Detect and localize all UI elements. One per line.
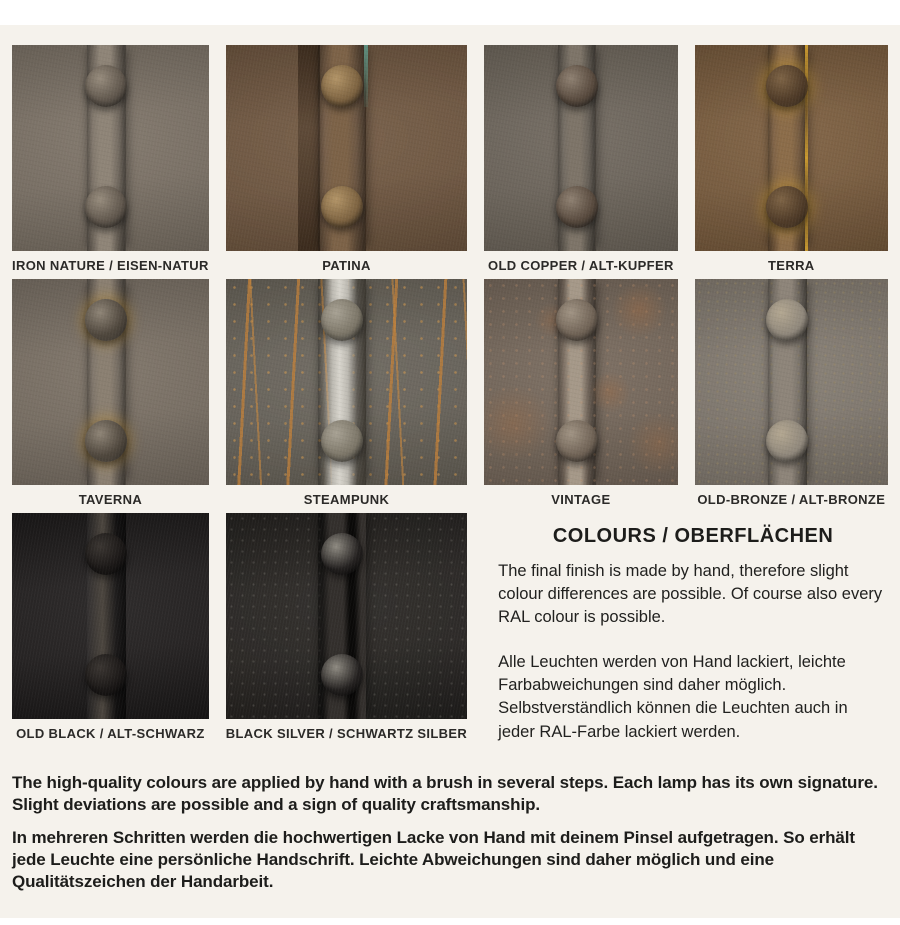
swatch-label: BLACK SILVER / SCHWARTZ SILBER [225, 725, 468, 741]
swatch-label: TAVERNA [78, 491, 143, 507]
swatch-cell-black-silver [226, 513, 467, 766]
rivet-icon [321, 299, 363, 341]
swatch-label: TERRA [768, 257, 815, 273]
swatch-vintage [484, 279, 677, 485]
rivet-icon [556, 186, 598, 228]
swatch-terra [695, 45, 888, 251]
swatch-label: OLD COPPER / ALT-KUPFER [488, 257, 674, 273]
swatch-cell-patina [226, 45, 467, 279]
swatch-steampunk [226, 279, 467, 485]
rivet-icon [321, 186, 363, 228]
swatch-label: OLD-BRONZE / ALT-BRONZE [697, 491, 886, 507]
swatch-iron-nature [12, 45, 209, 251]
swatch-cell-iron-nature [12, 45, 209, 279]
swatch-label: OLD BLACK / ALT-SCHWARZ [16, 725, 205, 741]
swatch-label: IRON NATURE / EISEN-NATUR [12, 257, 209, 273]
swatch-cell-steampunk [226, 279, 467, 513]
colours-heading: COLOURS / OBERFLÄCHEN [552, 525, 834, 547]
swatch-cell-terra [695, 45, 888, 279]
swatch-old-copper [484, 45, 677, 251]
footer-text [12, 772, 888, 893]
swatch-label: VINTAGE [551, 491, 611, 507]
swatch-label: PATINA [322, 257, 371, 273]
swatch-black-silver [226, 513, 467, 719]
rivet-icon [556, 299, 598, 341]
colours-paragraph-de: Alle Leuchten werden von Hand lackiert, leichte Farbabweichungen sind daher möglich. Selbstverständlich können die Leuchten auch in jeder RAL-Farbe lackiert werden. [498, 653, 848, 741]
swatch-old-bronze [695, 279, 888, 485]
swatch-cell-vintage [484, 279, 677, 513]
rivet-icon [321, 533, 363, 575]
colours-info [484, 513, 888, 766]
footer-paragraph-de: In mehreren Schritten werden die hochwertigen Lacke von Hand mit deinem Pinsel aufgetragen. So erhält jede Leuchte eine persönliche Handschrift. Leichte Abweichungen sind daher möglich und eine Qualitätszeichen der Handarbeit. [12, 827, 855, 892]
swatch-cell-old-bronze [695, 279, 888, 513]
swatch-label: STEAMPUNK [303, 491, 390, 507]
swatch-cell-old-black [12, 513, 209, 766]
rivet-icon [321, 654, 363, 696]
swatch-taverna [12, 279, 209, 485]
swatch-cell-old-copper [484, 45, 677, 279]
swatch-grid [12, 45, 888, 766]
rivet-icon [321, 420, 363, 462]
swatch-patina [226, 45, 467, 251]
colours-section [0, 25, 900, 918]
rivet-icon [556, 65, 598, 107]
colours-paragraph-en: The final finish is made by hand, therefore slight colour differences are possible. Of course also every RAL colour is possible. [498, 562, 883, 627]
swatch-old-black [12, 513, 209, 719]
rivet-icon [556, 420, 598, 462]
swatch-cell-taverna [12, 279, 209, 513]
rivet-icon [321, 65, 363, 107]
footer-paragraph-en: The high-quality colours are applied by hand with a brush in several steps. Each lamp has its own signature. Slight deviations are possible and a sign of quality craftsmanship. [12, 772, 878, 814]
